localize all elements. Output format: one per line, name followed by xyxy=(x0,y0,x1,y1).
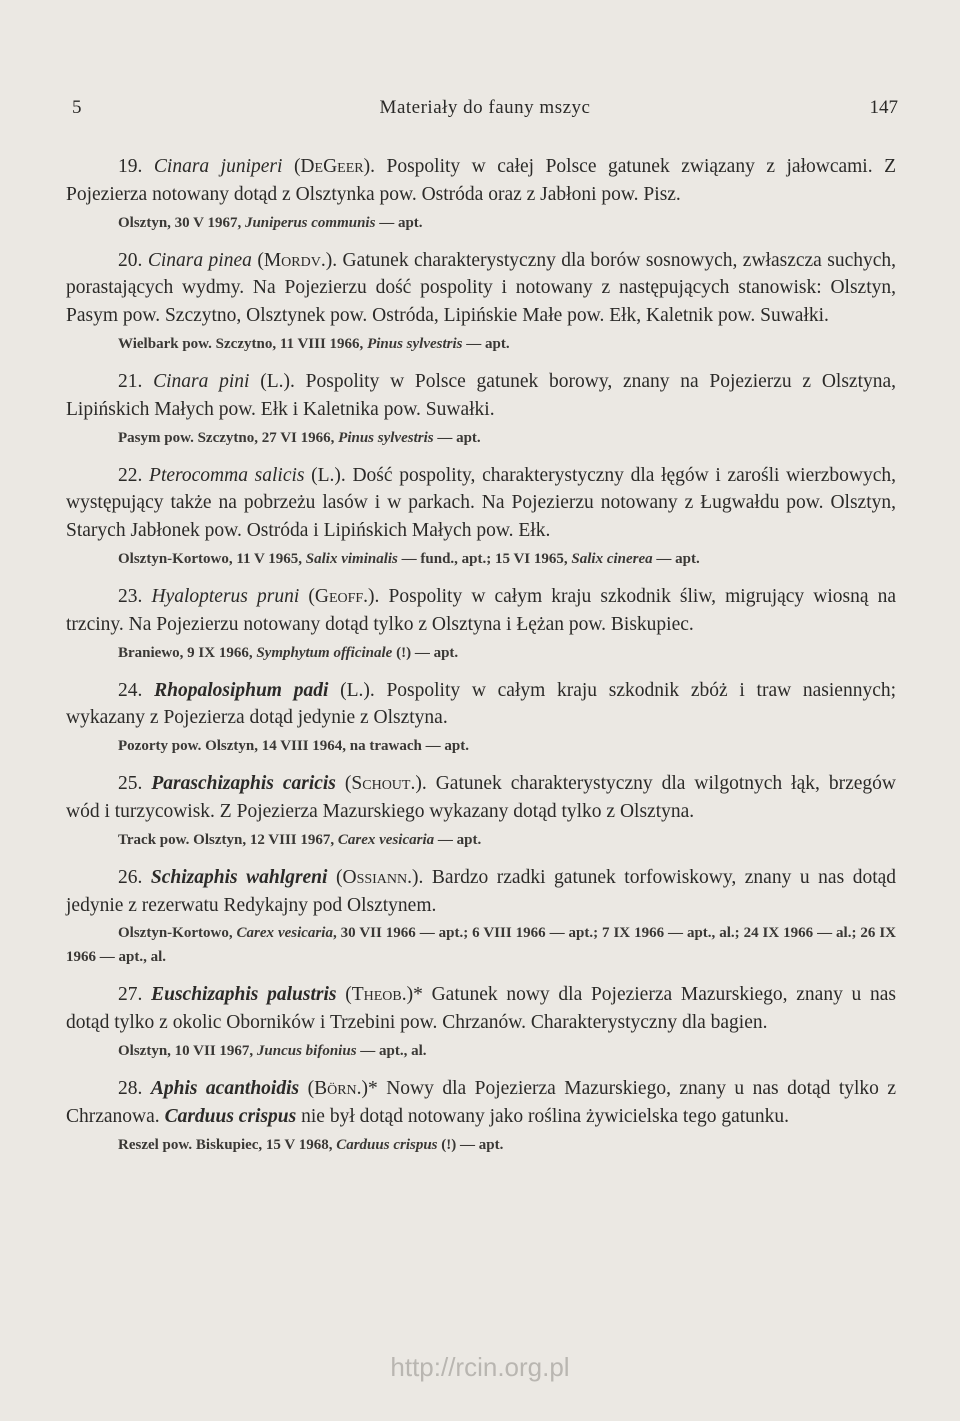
author-citation: (L.). xyxy=(340,679,375,701)
species-description xyxy=(66,368,896,424)
species-name: padi xyxy=(293,679,329,701)
species-description xyxy=(66,981,896,1037)
genus-name: Cinara xyxy=(153,370,209,392)
source-watermark: http://rcin.org.pl xyxy=(390,1352,570,1382)
author-citation: (DeGeer). xyxy=(293,156,375,177)
description-text: Gatunek nowy dla Pojezierza Mazurskiego, znany u nas dotąd tylko z okolic Oborników i Trzebini pow. Chrzanów. Charakterystyczny dla bagien. xyxy=(66,984,896,1034)
species-description xyxy=(66,770,896,826)
species-description xyxy=(66,247,896,330)
species-name: caricis xyxy=(282,773,336,795)
record-locality: Wielbark pow. Szczytno, 11 VIII 1966, xyxy=(118,335,368,352)
species-name: salicis xyxy=(254,464,305,486)
host-plant-name: Carduus crispus xyxy=(164,1105,297,1127)
record-line xyxy=(66,211,896,235)
description-text: Pospolity w całym kraju szkodnik śliw, migrujący wiosną na trzciny. Na Pojezierzu notowany dotąd tylko z Olsztyna i Łężan pow. Biskupiec. xyxy=(66,585,897,635)
entry-number: 28. xyxy=(118,1077,143,1099)
entry-number: 20. xyxy=(118,249,143,271)
record-details: — fund., apt.; 15 VI 1965, xyxy=(397,550,572,567)
entry-number: 23. xyxy=(118,585,143,607)
record-locality: Track pow. Olsztyn, 12 VIII 1967, xyxy=(118,831,338,848)
genus-name: Schizaphis xyxy=(150,866,238,888)
record-host-plant-2: Salix cinerea xyxy=(571,550,653,567)
record-host-plant: Carduus crispus xyxy=(336,1136,438,1153)
entry-number: 27. xyxy=(118,984,143,1006)
author-citation: (Mordv.). xyxy=(257,249,338,271)
description-text: Gatunek charakterystyczny dla borów sosnowych, zwłaszcza suchych, porastających wydmy. Na Pojezierzu dość pospolity i notowany z następujących stanowisk: Olsztyn, Pasym pow. Szczytno, Olsztynek pow. Ostróda, Lipińskie Małe pow. Ełk, Kaletnik pow. Suwałki. xyxy=(66,249,897,327)
species-entry xyxy=(66,981,896,1063)
species-name: palustris xyxy=(267,984,337,1006)
species-entry xyxy=(66,368,896,450)
record-locality: Braniewo, 9 IX 1966, xyxy=(118,644,257,661)
description-text: Pospolity w Polsce gatunek borowy, znany na Pojezierzu z Olsztyna, Lipińskich Małych pow. Ełk i Kaletnika pow. Suwałki. xyxy=(66,370,897,420)
record-line xyxy=(66,547,896,571)
record-locality: Reszel pow. Biskupiec, 15 V 1968, xyxy=(118,1136,337,1153)
species-entry xyxy=(66,153,896,235)
entry-number: 21. xyxy=(118,370,143,392)
author-citation: (Schout.). xyxy=(344,773,427,795)
entry-number: 22. xyxy=(118,464,143,486)
genus-name: Rhopalosiphum xyxy=(154,679,282,701)
species-entry xyxy=(66,1075,896,1157)
entry-number: 25. xyxy=(118,773,143,795)
species-entry xyxy=(66,864,896,970)
genus-name: Paraschizaphis xyxy=(151,773,274,795)
genus-name: Euschizaphis xyxy=(151,984,259,1006)
author-citation: (Theob.)* xyxy=(345,984,423,1006)
article-body xyxy=(66,153,896,1169)
record-host-plant: Juncus bifonius xyxy=(256,1042,357,1059)
record-details-2: — apt. xyxy=(652,550,700,567)
species-entry xyxy=(66,462,896,571)
description-text: Pospolity w całym kraju szkodnik zbóż i traw nasiennych; wykazany z Pojezierza dotąd jedynie z Olsztyna. xyxy=(66,679,897,729)
record-host-plant: Pinus sylvestris xyxy=(367,335,463,352)
description-text: Pospolity w całej Polsce gatunek związany z jałowcami. Z Pojezierza notowany dotąd z Olsztynka pow. Ostróda oraz z Jabłoni pow. Pisz. xyxy=(66,156,897,205)
genus-name: Hyalopterus xyxy=(151,585,248,607)
species-entry xyxy=(66,247,896,356)
author-citation: (L.). xyxy=(260,370,295,392)
record-locality: Pasym pow. Szczytno, 27 VI 1966, xyxy=(118,429,339,446)
entry-number: 24. xyxy=(118,679,143,701)
species-entry xyxy=(66,770,896,852)
genus-name: Pterocomma xyxy=(149,464,248,486)
species-name: pinea xyxy=(208,249,252,271)
record-details: — apt. xyxy=(375,214,423,231)
running-title: Materiały do fauny mszyc xyxy=(379,97,591,118)
record-line xyxy=(66,1133,896,1157)
author-citation: (Börn.)* xyxy=(307,1077,378,1099)
description-text: Gatunek charakterystyczny dla wilgotnych łąk, brzegów wód i turzycowisk. Z Pojezierza Mazurskiego wykazany dotąd tylko z Olsztyna. xyxy=(66,773,896,822)
record-details: — apt. xyxy=(462,335,510,352)
record-details: — apt. xyxy=(434,831,482,848)
page-number: 147 xyxy=(869,97,898,118)
species-description xyxy=(66,462,896,545)
record-line xyxy=(66,734,896,758)
record-host-plant: Pinus sylvestris xyxy=(338,429,434,446)
running-header xyxy=(72,97,898,121)
description-text-continued: nie był dotąd notowany jako roślina żywicielska tego gatunku. xyxy=(296,1105,790,1127)
species-description xyxy=(66,1075,896,1131)
record-locality: Pozorty pow. Olsztyn, 14 VIII 1964, na trawach — apt. xyxy=(118,738,469,755)
species-name: pruni xyxy=(257,585,300,607)
author-citation: (Geoff.). xyxy=(308,585,380,607)
record-locality: Olsztyn, 10 VII 1967, xyxy=(118,1042,257,1059)
species-name: wahlgreni xyxy=(246,866,328,888)
genus-name: Cinara xyxy=(147,249,204,271)
record-line xyxy=(66,921,896,969)
record-host-plant: Symphytum officinale xyxy=(256,644,393,661)
description-text: Dość pospolity, charakterystyczny dla łęgów i zarośli wierzbowych, występujący także na pobrzeżu lasów i w parkach. Na Pojezierzu notowany z Ługwałdu pow. Olsztyn, Starych Jabłonek pow. Ostróda i Lipińskich Małych pow. Ełk. xyxy=(66,464,897,542)
species-entry xyxy=(66,677,896,759)
record-line xyxy=(66,641,896,665)
record-details: (!) — apt. xyxy=(437,1136,504,1153)
record-host-plant: Juniperus communis xyxy=(244,214,376,231)
record-details: — apt., al. xyxy=(356,1042,427,1059)
section-number: 5 xyxy=(72,97,82,118)
author-citation: (L.). xyxy=(311,464,346,486)
species-name: acanthoidis xyxy=(205,1077,300,1099)
record-host-plant: Carex vesicaria xyxy=(236,925,333,942)
description-text: Nowy dla Pojezierza Mazurskiego, znany u nas dotąd tylko z Chrzanowa. xyxy=(66,1077,897,1127)
species-description xyxy=(66,677,896,733)
entry-number: 26. xyxy=(118,866,143,888)
species-entry xyxy=(66,583,896,665)
entry-number: 19. xyxy=(118,156,143,177)
description-text: Bardzo rzadki gatunek torfowiskowy, znany u nas dotąd jedynie z rezerwatu Redykajny pod Olsztynem. xyxy=(66,866,897,916)
species-name: pini xyxy=(219,370,250,392)
record-details: , 30 VII 1966 — apt.; 6 VIII 1966 — apt.; 7 IX 1966 — apt., al.; 24 IX 1966 — al.; 26 IX 1966 — apt., al. xyxy=(66,925,896,966)
record-locality: Olsztyn-Kortowo, 11 V 1965, xyxy=(118,550,306,567)
record-host-plant: Salix viminalis xyxy=(305,550,398,567)
genus-name: Aphis xyxy=(150,1077,198,1099)
record-locality: Olsztyn, 30 V 1967, xyxy=(118,214,245,231)
species-description xyxy=(66,583,896,639)
record-line xyxy=(66,1039,896,1063)
record-details: — apt. xyxy=(433,429,481,446)
record-locality: Olsztyn-Kortowo, xyxy=(118,925,237,942)
author-citation: (Ossiann.). xyxy=(336,866,424,888)
species-name: juniperi xyxy=(220,156,283,177)
species-description xyxy=(66,864,896,920)
record-line xyxy=(66,426,896,450)
genus-name: Cinara xyxy=(153,156,210,177)
record-host-plant: Carex vesicaria xyxy=(337,831,435,848)
species-description xyxy=(66,153,896,209)
record-line xyxy=(66,828,896,852)
record-details: (!) — apt. xyxy=(392,644,459,661)
record-line xyxy=(66,332,896,356)
